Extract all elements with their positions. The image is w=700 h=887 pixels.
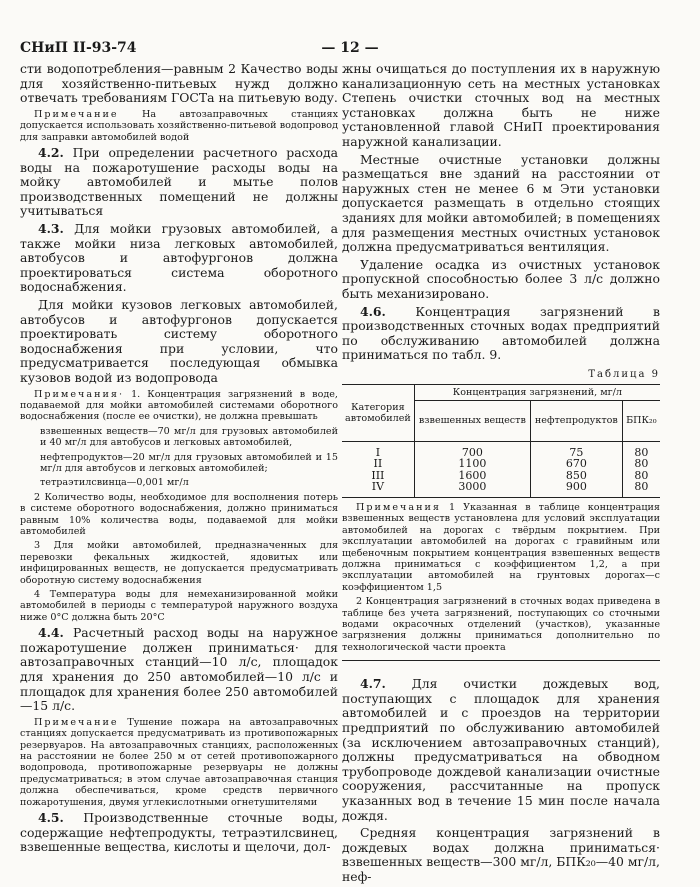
section-text: Для очистки дождевых вод, поступающих с площадок для хранения автомобилей и с проездов на территории предприятий по обслуживанию автомобилей (за исключением автозаправочных станций), должны предусматриваться на обводном трубопроводе дождевой канализации очистные сооружения, рассчитанные на пропуск указанных вод в течение 15 мин после начала дождя. [342,676,660,823]
col-header-group: Концентрация загрязнений, мг/л [414,384,660,400]
cell-oil: 900 [531,481,623,497]
cell-category: I [342,441,414,458]
section-text: Расчетный расход воды на наружное пожаротушение должен приниматься· для автозаправочных станций—10 л/с, площадок для хранения до 250 автомобилей—10 л/с и площадок для хранения более 250 автомобилей—15 л/с. [20,625,338,714]
paragraph: Местные очистные установки должны размещаться вне зданий на расстоянии от наружных стен не менее 6 м Эти установки допускается размещать в отдельно стоящих зданиях для мойки автомобилей; в помещениях для размещения местных очистных установок должна предусматриваться вентиляция. [342,151,660,255]
note [20,109,338,143]
paragraph: Для мойки кузовов легковых автомобилей, автобусов и автофургонов допускается проектировать систему оборотного водоснабжения при условии, что предусматривается последующая обмывка кузовов водой из водопровода [20,296,338,385]
cell-suspended: 1600 [414,470,530,482]
paragraph: Средняя концентрация загрязнений в дождевых водах должна приниматься· взвешенных веществ—300 мг/л, БПК₂₀—40 мг/л, неф- [342,825,660,884]
paragraph: Удаление осадка из очистных установок пропускной способностью более 3 л/с должно быть механизировано. [342,256,660,301]
cell-oil: 850 [531,470,623,482]
section-number: 4.2. [38,145,64,160]
table-notes [342,502,660,661]
cell-category: IV [342,481,414,497]
cell-oil: 670 [531,458,623,470]
page-header [20,40,680,62]
section-number: 4.7. [360,676,386,692]
cell-bod: 80 [634,468,649,482]
cell-suspended: 3000 [414,481,530,497]
notes-label: Примечания [356,501,441,513]
notes-block [20,389,338,423]
note-item [342,502,660,593]
col-header-bod: БПК₂₀ [622,400,660,441]
note [20,717,338,808]
cell-oil: 75 [531,441,623,458]
note-item: 2 Количество воды, необходимое для восполнения потерь в системе оборотного водоснабжения, должно приниматься равным 10% количества воды, подаваемой для мойки автомобилей [20,491,338,537]
section-4-7 [342,677,660,823]
section-text: Концентрация загрязнений в производственных сточных водах предприятий по обслуживанию автомобилей должна приниматься по табл. 9. [342,303,660,363]
section-number: 4.6. [360,303,386,319]
section-4-4 [20,626,338,714]
note-label: Примечание [34,716,119,728]
col-header-oil: нефтепродуктов [531,400,623,441]
cell-suspended: 700 [414,441,530,458]
note-item: 1. Концентрация загрязнений в воде, подаваемой для мойки автомобилей системами оборотного водоснабжения (после ее очистки), не должна превышать [20,388,338,423]
right-column [342,62,660,887]
note-text: На автозаправочных станциях допускается использовать хозяйственно-питьевой водопровод для заправки автомобилей водой [20,108,338,143]
cell-category: III [342,470,414,482]
section-number: 4.4. [38,625,64,641]
note-item: 4 Температура воды для немеханизированной мойки автомобилей в периоды с температурой наружного воздуха ниже 0°С должна быть 20°С [20,589,338,623]
note-item: нефтепродуктов—20 мг/л для грузовых автомобилей и 15 мг/л для автобусов и легковых автомобилей; [40,451,338,474]
cell-suspended: 1100 [414,458,530,470]
section-text: Производственные сточные воды, содержащие нефтепродукты, тетраэтилсвинец, взвешенные вещества, кислоты и щелочи, дол- [20,810,338,855]
table-label: Таблица 9 [588,368,660,380]
section-number: 4.3. [38,220,64,236]
cell-bod: 80 [634,480,649,494]
note-item: взвешенных веществ—70 мг/л для грузовых автомобилей и 40 мг/л для автобусов и легковых автомобилей, [40,425,338,449]
table-row [342,481,660,497]
note-label: Примечание [34,108,119,120]
document-code: СНиП II-93-74 [20,40,137,56]
cell-bod: 80 [634,457,649,471]
section-text: Для мойки грузовых автомобилей, а также мойки низа легковых автомобилей, автобусов и автофургонов должна проектироваться система оборотного водоснабжения. [20,220,338,295]
concentration-table [342,384,660,498]
section-number: 4.5. [38,810,64,826]
note-text: Тушение пожара на автозаправочных станциях допускается предусматривать из противопожарных резервуаров. На автозаправочных станциях, расположенных на расстоянии не более 250 м от сетей противопожарного водопровода, противопожарные резервуары не должны предусматриваться; в этом случае автозаправочная станция должна обеспечиваться, кроме средств первичного пожаротушения, двумя углекислотными огнетушителями [20,716,338,808]
note-item: 2 Концентрация загрязнений в сточных водах приведена в таблице без учета загрязнений, поступающих со сточными водами окрасочных отделений (участков), указанные загрязнения должны приниматься дополнительно по технологической части проекта [342,596,660,653]
paragraph: жны очищаться до поступления их в наружную канализационную сеть на местных установках Степень очистки сточных вод на местных установках должна быть не ниже установленной главой СНиП проектирования наружной канализации. [342,61,660,149]
col-header-suspended: взвешенных веществ [414,400,530,441]
section-4-5 [20,811,338,855]
note-item: 3 Для мойки автомобилей, предназначенных для перевозки фекальных жидкостей, ядовитых или инфицированных веществ, не допускается предусматривать оборотную систему водоснабжения [20,540,338,586]
col-header-category: Категория автомобилей [342,384,414,441]
cell-bod: 80 [634,445,649,459]
notes-label: Примечания· [34,388,124,400]
table-row [342,470,660,482]
cell-category: II [342,458,414,470]
table-row [342,458,660,470]
note-text: 1 Указанная в таблице концентрация взвешенных веществ установлена для условий эксплуатации автомобилей на дорогах с твёрдым покрытием. При эксплуатации автомобилей на дорогах с гравийным или щебеночным покрытием концентрация взвешенных веществ должна приниматься с коэффициентом 1,2, а при эксплуатации автомобилей на грунтовых дорогах—с коэффициентом 1,5 [342,501,660,593]
section-4-6 [342,305,660,363]
paragraph: сти водопотребления—равным 2 Качество воды для хозяйственно-питьевых нужд должно отвечать требованиям ГОСТа на питьевую воду. [20,61,338,106]
section-4-2 [20,146,338,219]
page-number: — 12 — [321,40,379,56]
section-text: При определении расчетного расхода воды на пожаротушение расходы воды на мойку автомобилей и мытье полов производственных помещений не должны учитываться [20,145,338,219]
table-row [342,441,660,458]
section-4-3 [20,222,338,295]
left-column [20,62,338,858]
note-item: тетраэтилсвинца—0,001 мг/л [40,477,189,489]
